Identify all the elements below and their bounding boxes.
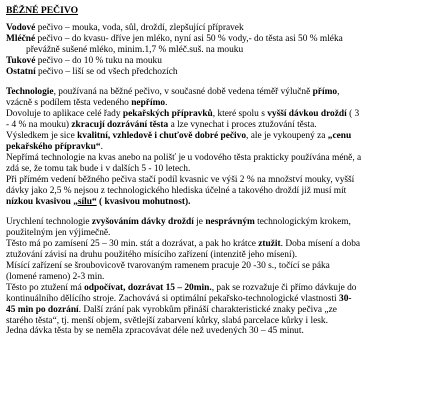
type-line-2	[6, 34, 430, 45]
type-name: Vodové	[6, 22, 36, 33]
text: . Doba mísení a doba	[280, 239, 361, 250]
text: ( 3	[346, 109, 360, 120]
text: , které spolu s	[212, 109, 268, 120]
accel-line: Jedna dávka těsta by se neměla zpracovávat déle než uvedených 30 – 45 minut.	[6, 326, 304, 337]
emphasis: „cenu	[327, 131, 352, 142]
accel-line	[6, 294, 430, 305]
acceleration-section	[6, 217, 430, 337]
tech-line: Při přímém vedení běžného pečiva stačí podíl kvasnic ve výši 2 % na množství mouky, vyšší	[6, 174, 355, 185]
accel-line	[6, 239, 430, 250]
bread-types	[6, 23, 430, 78]
text: technologickým krokem,	[254, 217, 351, 228]
page-title: BĚŽNÉ PEČIVO	[6, 5, 79, 16]
emphasis: vyšší dávkou droždí	[267, 109, 347, 120]
text: . Další zrání pak vyrobkům přináší charakteristické znaky pečiva „ze	[78, 304, 337, 315]
emphasis: pekařského přípravku“	[6, 141, 101, 152]
accel-line: (lomené rameno) 2-3 min.	[6, 271, 105, 282]
text: - 4 % na mouku)	[6, 120, 72, 131]
technology-section	[6, 87, 430, 207]
type-desc: pečivo – mouka, voda, sůl, droždí, zlepšující přípravek	[35, 22, 244, 33]
accel-line: ztužování závisí na druhu použitého mísícího zařízení (intenzitě jeho mísení).	[6, 250, 298, 261]
type-line-4	[6, 67, 430, 78]
tech-line	[6, 120, 430, 131]
emphasis: zvyšováním dávky droždí	[91, 217, 194, 228]
accel-line: Mísící zařízení se šroubovicově tvarovaným ramenem pracuje 20 -30 s., točící se páka	[6, 261, 330, 272]
accel-line	[6, 305, 430, 316]
text: , používaná na běžné pečivo, v současné době vedena téměř výlučně	[53, 87, 313, 98]
type-line-2b	[6, 45, 430, 56]
tech-term: Technologie	[6, 87, 54, 98]
tech-line: dávky jako 2,5 % nejsou z technologického hlediska účelné a takového droždí již musí mít	[6, 185, 347, 196]
tech-line: Nepřímá technologie na kvas anebo na polišť je u vodového těsta prakticky používána méně, a	[6, 152, 362, 163]
emphasis: 45 min po dozrání	[6, 304, 79, 315]
emphasis: odpočívat, dozrávat 15 – 20min.	[84, 282, 212, 293]
text: vzácně s podílem těsta vedeného	[6, 98, 132, 109]
text: ,	[337, 87, 340, 98]
emphasis: 30-	[339, 293, 352, 304]
spacer	[6, 207, 430, 217]
tech-line	[6, 98, 430, 109]
text: a lze vynechat i proces ztužování těsta.	[168, 120, 317, 131]
emphasis: ztužit	[258, 239, 281, 250]
accel-line	[6, 283, 430, 294]
type-line-3	[6, 56, 430, 67]
type-name: Ostatní	[6, 66, 36, 77]
text: je	[193, 217, 206, 228]
accel-line	[6, 217, 430, 228]
emphasis: nesprávným	[205, 217, 255, 228]
type-name: Mléčné	[6, 33, 36, 44]
text: Výsledkem je sice	[6, 131, 78, 142]
emphasis: kvalitní, vzhledově i chuťově dobré pečivo	[77, 131, 247, 142]
text: kontinuálního dělícího stroje. Zachovává si optimální pekařsko-technologické vlastnosti	[6, 293, 339, 304]
tech-line	[6, 197, 430, 208]
tech-line	[6, 142, 430, 153]
text: , pak se rozvažuje či přímo dávkuje do	[211, 282, 357, 293]
type-desc: převážně sušené mléko, minim.1,7 % mléč.suš. na mouku	[26, 44, 244, 55]
text: , ale je vykoupený za	[246, 131, 328, 142]
type-line-1	[6, 23, 430, 34]
type-name: Tukové	[6, 55, 36, 66]
text: Těsto po ztužení má	[6, 282, 85, 293]
accel-line: starého těsta“, tj. menší objem, světlejší zabarvení kůrky, slabá parcelace kůrky i lesk.	[6, 315, 328, 326]
accel-line: použitelným jen výjimečně.	[6, 228, 111, 239]
text: Dovoluje to aplikace celé řady	[6, 109, 123, 120]
emphasis: nepřímo	[131, 98, 166, 109]
text: Urychlení technologie	[6, 217, 92, 228]
type-desc: pečivo – do kvasu- dříve jen mléko, nyní asi 50 % vody,- do těsta asi 50 % mléka	[35, 33, 343, 44]
emphasis: pekařských přípravků	[122, 109, 213, 120]
text: .	[100, 141, 103, 152]
tech-line: zdá se, že tomu tak bude i v dalších 5 - 10 letech.	[6, 163, 191, 174]
text: .	[165, 98, 168, 109]
tech-line	[6, 109, 430, 120]
emphasis: přímo	[312, 87, 338, 98]
tech-line	[6, 131, 430, 142]
spacer	[6, 77, 430, 87]
type-desc: pečivo – do 10 % tuku na mouku	[35, 55, 162, 66]
emphasis: „sílu“	[73, 196, 97, 207]
tech-line	[6, 87, 430, 98]
emphasis: nízkou kvasivou	[6, 196, 74, 207]
emphasis: zkracují dozrávání těsta	[71, 120, 169, 131]
emphasis: ( kvasivou mohutnost).	[96, 196, 191, 207]
text: Těsto má po zamísení 25 – 30 min. stát a dozrávat, a pak ho krátce	[6, 239, 259, 250]
type-desc: pečivo – liší se od všech předchozích	[35, 66, 178, 77]
